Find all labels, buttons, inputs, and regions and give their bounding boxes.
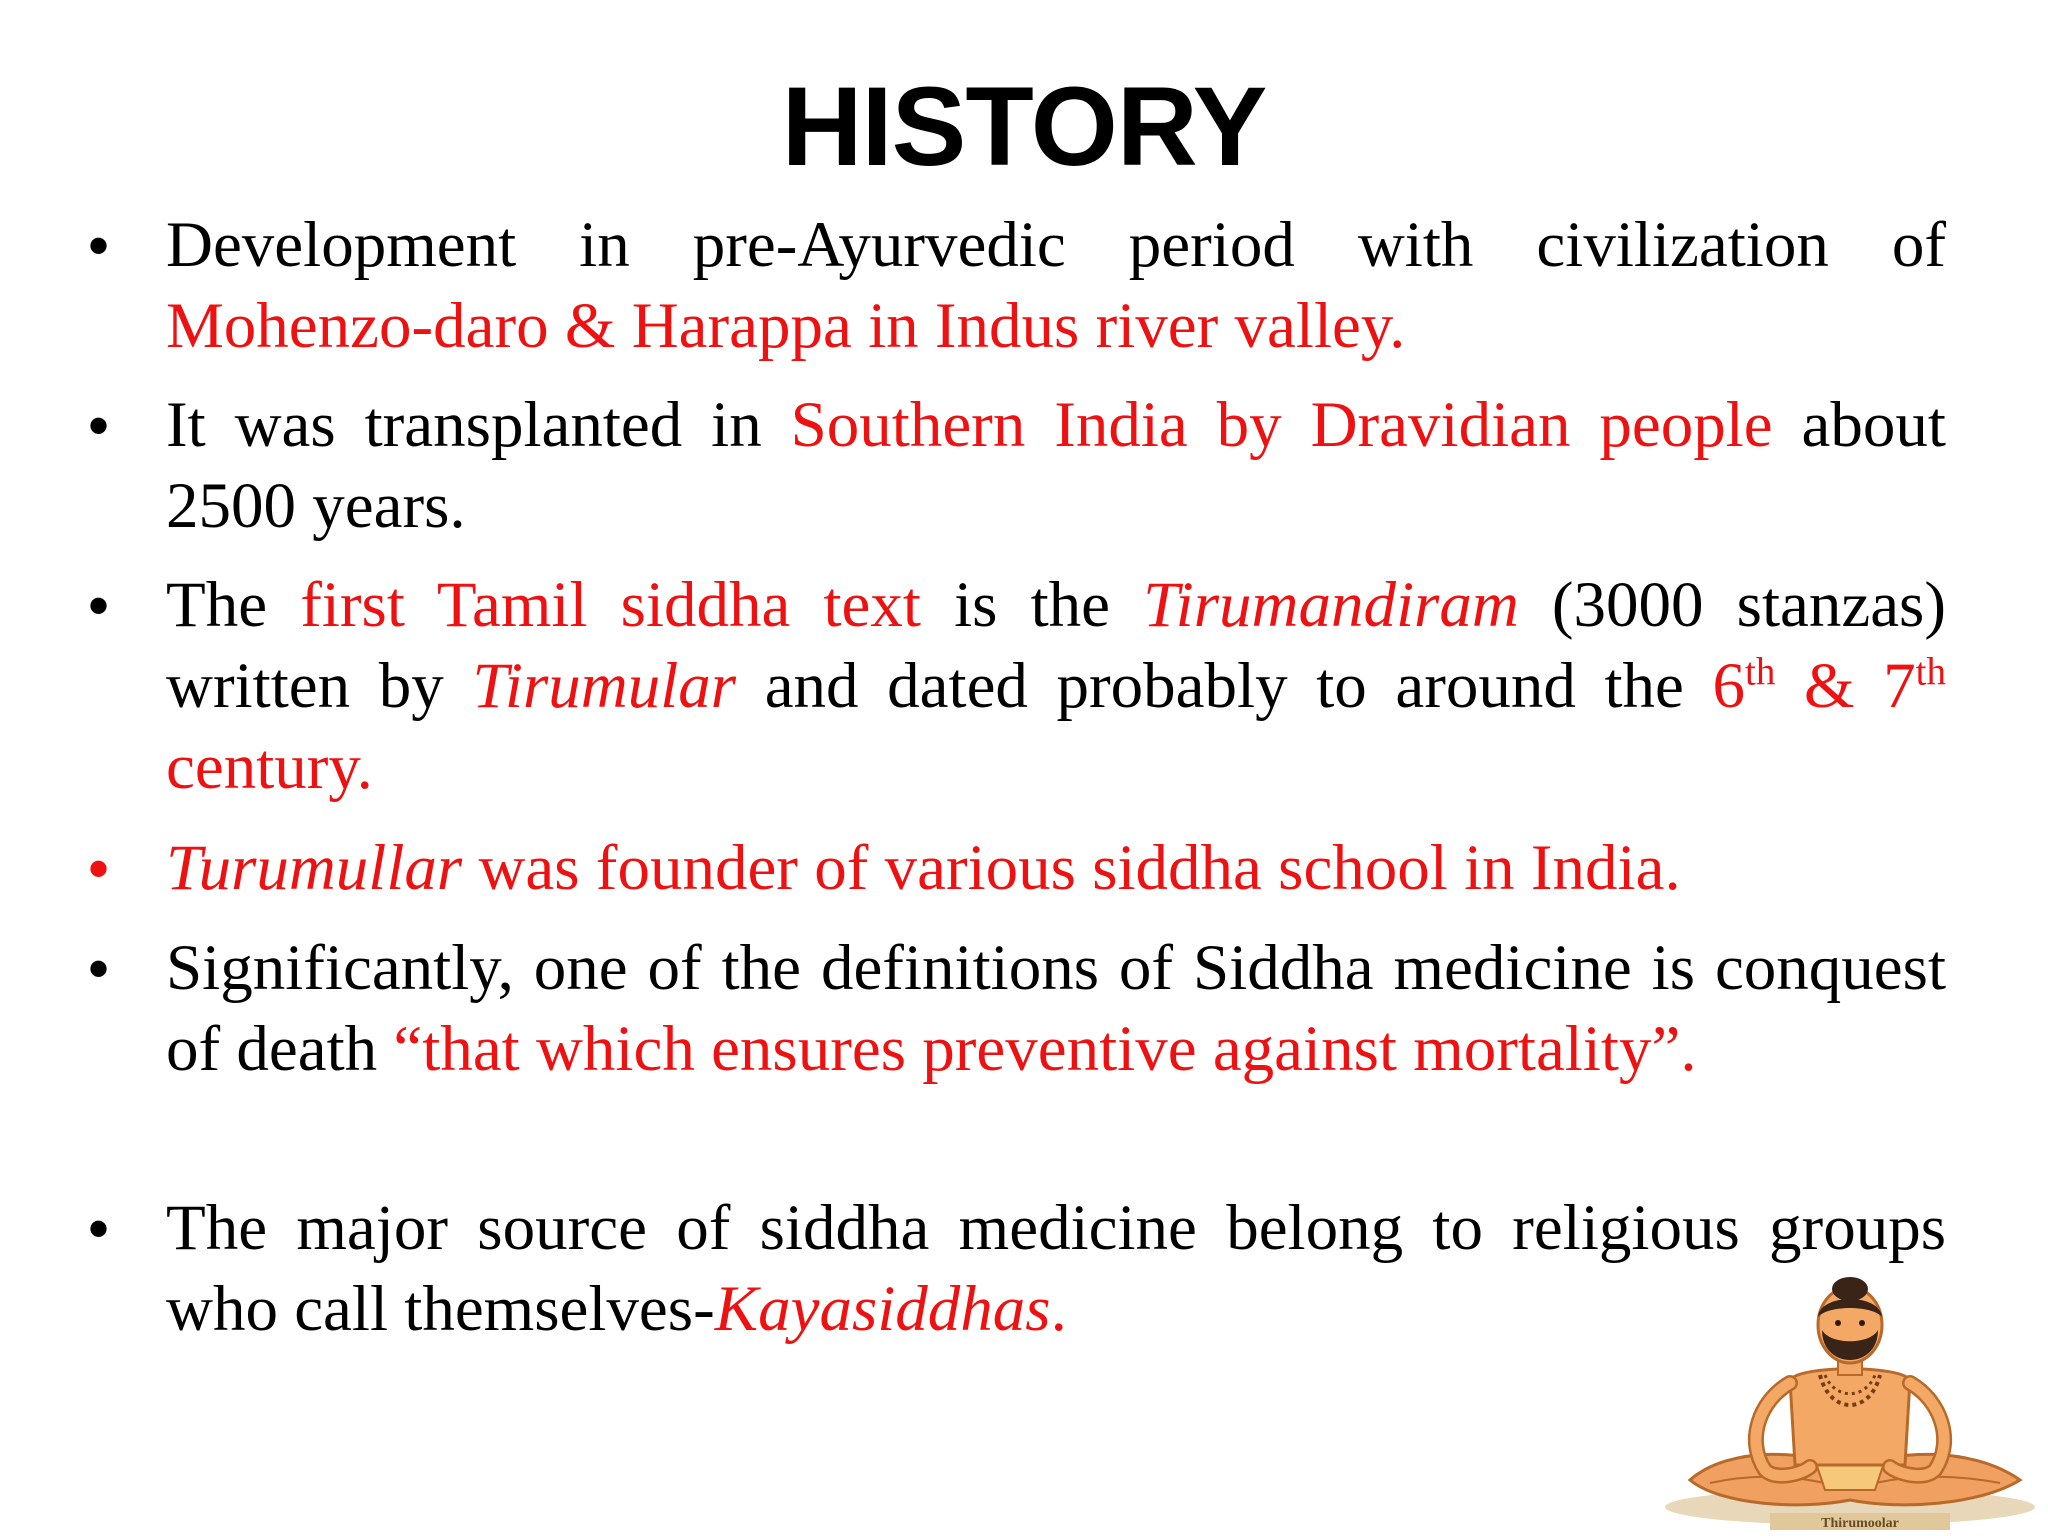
right-eye	[1859, 1320, 1865, 1326]
bullet-text: Development in pre-Ayurvedic period with civilization of Mohenzo-daro & Harappa in Indus river valley.	[166, 209, 1946, 362]
bullet-item	[80, 928, 1946, 1090]
bullet-item	[80, 828, 1946, 909]
slide-title: HISTORY	[781, 64, 1267, 189]
torso	[1790, 1369, 1910, 1465]
hair-bun	[1832, 1277, 1868, 1301]
meditating-sage-illustration	[1650, 1275, 2040, 1530]
figure-caption: Thirumoolar	[1821, 1516, 1899, 1530]
bullet-icon: •	[88, 835, 110, 902]
bullet-item	[80, 205, 1946, 367]
bullet-item	[80, 565, 1946, 808]
bullet-text: Turumullar was founder of various siddha school in India.	[166, 832, 1681, 904]
left-eye	[1835, 1320, 1841, 1326]
bullet-text: Significantly, one of the definitions of Siddha medicine is conquest of death “that which ensures preventive against mortality”.	[166, 932, 1946, 1085]
bullet-icon: •	[88, 392, 110, 459]
bullet-icon: •	[88, 935, 110, 1002]
bullet-icon: •	[88, 572, 110, 639]
bullet-text: The first Tamil siddha text is the Tirumandiram (3000 stanzas) written by Tirumular and dated probably to around the 6th & 7th century.	[166, 569, 1947, 803]
bullet-text: It was transplanted in Southern India by Dravidian people about 2500 years.	[166, 389, 1946, 542]
bullet-text: The major source of siddha medicine belong to religious groups who call themselves-Kayasiddhas.	[166, 1192, 1946, 1345]
bullet-icon: •	[88, 212, 110, 279]
bullet-icon: •	[88, 1195, 110, 1262]
bullet-item	[80, 385, 1946, 547]
